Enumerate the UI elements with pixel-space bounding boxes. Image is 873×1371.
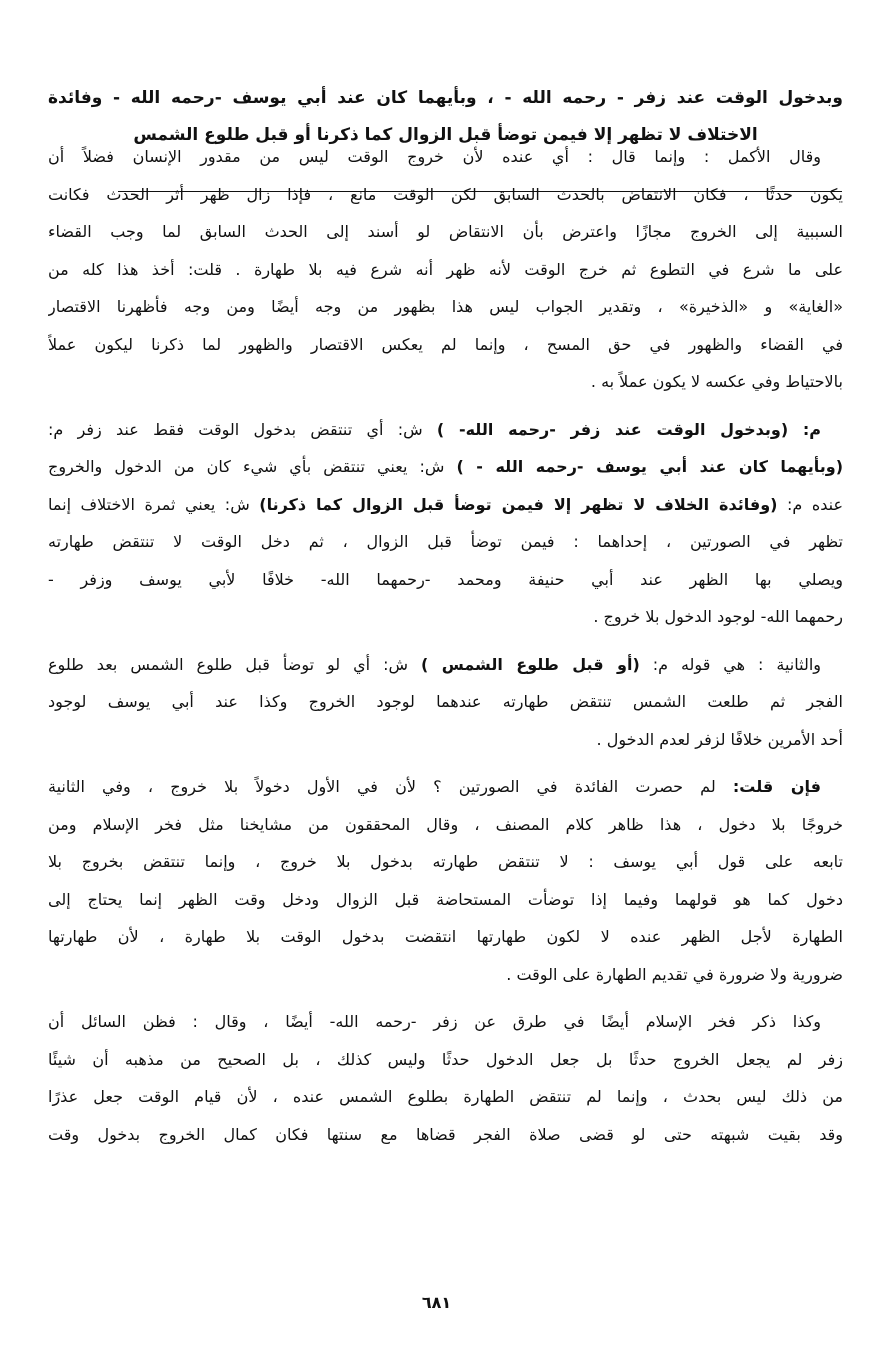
text-line [48,1041,843,1079]
text-line [48,843,843,881]
text-segment: «الغاية» و «الذخيرة» ، وتقدير الجواب ليس هذا بظهور من وجه أيضًا ومن وجه فأظهرنا الاقتصار [48,297,843,316]
text-segment: ويصلي بها الظهر عند أبي حنيفة ومحمد -رحمهما الله- خلافًا لأبي يوسف وزفر - [48,569,843,589]
text-segment: تابعه على قول أبي يوسف : لا تنتقض طهارته بدخول بلا خروج ، وإنما تنتقض بخروج بلا [48,852,843,871]
matn-line: الاختلاف لا تظهر إلا فيمن توضأ قبل الزوال كما ذكرنا أو قبل طلوع الشمس [133,125,758,145]
text-segment: دخول كما هو قولهما وفيما إذا توضأت المستحاضة قبل الزوال ودخل وقت الظهر إنما يحتاج إلى [48,889,843,909]
text-line [48,918,843,956]
commentary-body [48,138,843,1163]
text-line [48,326,843,364]
text-line [48,213,843,251]
text-line [48,598,843,636]
matn-line: وبدخول الوقت عند زفر - رحمه الله - ، وبأيهما كان عند أبي يوسف -رحمه الله - وفائدة [48,88,843,108]
text-segment: وكذا ذكر فخر الإسلام أيضًا في طرق عن زفر -رحمه الله- أيضًا ، وقال : فظن السائل أن [48,1012,821,1031]
text-line [48,561,843,599]
text-line [48,1116,843,1154]
paragraph [48,1003,843,1153]
text-segment: ش: يعني ثمرة الاختلاف إنما [48,494,260,514]
text-line [48,486,843,524]
text-line [48,176,843,214]
text-line [48,881,843,919]
paragraph [48,411,843,636]
text-segment: الطهارة لأجل الظهر عنده لا لكون طهارتها انتقضت بدخول الوقت بلا طهارة ، لأن طهارتها [48,927,843,946]
text-segment: ش: يعني تنتقض بأي شيء كان من الدخول والخروج [48,457,457,476]
text-segment: على ما شرع في التطوع ثم خرج الوقت لأنه ظهر أنه شرع فيه بلا طهارة . قلت: أخذ هذا كله من [48,259,843,279]
text-segment: تظهر في الصورتين ، إحداهما : فيمن توضأ قبل الزوال ، ثم دخل الوقت لا تنتقض طهارته [48,532,843,551]
text-segment: رحمهما الله- لوجود الدخول بلا خروج . [593,607,843,626]
quoted-matn-segment: (وبأيهما كان عند أبي يوسف -رحمه الله - ) [456,457,843,476]
quoted-matn-segment: فإن قلت: [732,777,821,796]
text-segment: عنده م: [777,494,843,514]
text-line [48,138,843,176]
text-line [48,1078,843,1116]
text-segment: وقد بقيت شبهته حتى لو قضى صلاة الفجر قضاها مع سنتها فكان كمال الخروج بدخول وقت [48,1124,843,1144]
text-line [48,448,843,486]
text-segment: أحد الأمرين خلافًا لزفر لعدم الدخول . [596,729,843,749]
text-segment: ضرورية ولا ضرورة في تقديم الطهارة على الوقت . [506,964,843,984]
quoted-matn-segment: (أو قبل طلوع الشمس ) [420,654,640,674]
text-line [48,411,843,449]
text-segment: خروجًا بلا دخول ، هذا ظاهر كلام المصنف ، وقال المحققون من مشايخنا مثل فخر الإسلام ومن [48,814,843,834]
text-segment: السببية إلى الخروج مجازًا واعترض بأن الانتقاض لو أسند إلى الحدث السابق لما وجب القضاء [48,222,843,241]
text-line [48,768,843,806]
text-segment: يكون حدثًا ، فكان الانتقاض بالحدث السابق لكن الوقت مانع ، فإذا زال ظهر أثر الحدث فكانت [48,184,843,204]
text-segment: وقال الأكمل : وإنما قال : أي عنده لأن خروج الوقت ليس من مقدور الإنسان فضلاً أن [48,147,821,166]
paragraph [48,768,843,993]
text-line [48,288,843,326]
text-line [48,646,843,684]
text-line [48,363,843,401]
text-line [48,683,843,721]
text-segment: زفر لم يجعل الخروج حدثًا بل جعل الدخول حدثًا وليس كذلك ، بل الصحيح من مذهبه أن شيئًا [48,1049,843,1069]
text-segment: في القضاء والظهور في حق المسح ، وإنما لم يعكس الاقتصار والظهور لما ذكرنا ليكون عملاً [48,334,843,354]
quoted-matn-segment: م: (وبدخول الوقت عند زفر -رحمه الله- ) [436,419,822,439]
quoted-matn-segment: (وفائدة الخلاف لا تظهر إلا فيمن توضأ قبل الزوال كما ذكرنا) [259,494,778,514]
paragraph [48,138,843,401]
paragraph [48,646,843,759]
text-segment: بالاحتياط وفي عكسه لا يكون عملاً به . [590,372,843,391]
text-segment: من ذلك ليس بحدث ، وإنما لم تنتقض الطهارة بطلوع الشمس عنده ، لأن قيام الوقت جعل عذرًا [48,1087,843,1106]
text-segment: والثانية : هي قوله م: [639,654,822,674]
text-segment: لم حصرت الفائدة في الصورتين ؟ لأن في الأول دخولاً بلا خروج ، وفي الثانية [48,777,733,796]
text-segment: ش: أي لو توضأ قبل طلوع الشمس بعد طلوع [48,654,421,674]
text-line [48,721,843,759]
text-segment: ش: أي تنتقض بدخول الوقت فقط عند زفر م: [48,419,437,439]
page-number: ٦٨١ [421,1293,452,1312]
text-line [48,1003,843,1041]
text-line [48,956,843,994]
text-segment: الفجر ثم طلعت الشمس تنتقض طهارته عندهما لوجود الخروج وكذا عند أبي يوسف لوجود [48,692,843,711]
text-line [48,523,843,561]
text-line [48,251,843,289]
text-line [48,806,843,844]
